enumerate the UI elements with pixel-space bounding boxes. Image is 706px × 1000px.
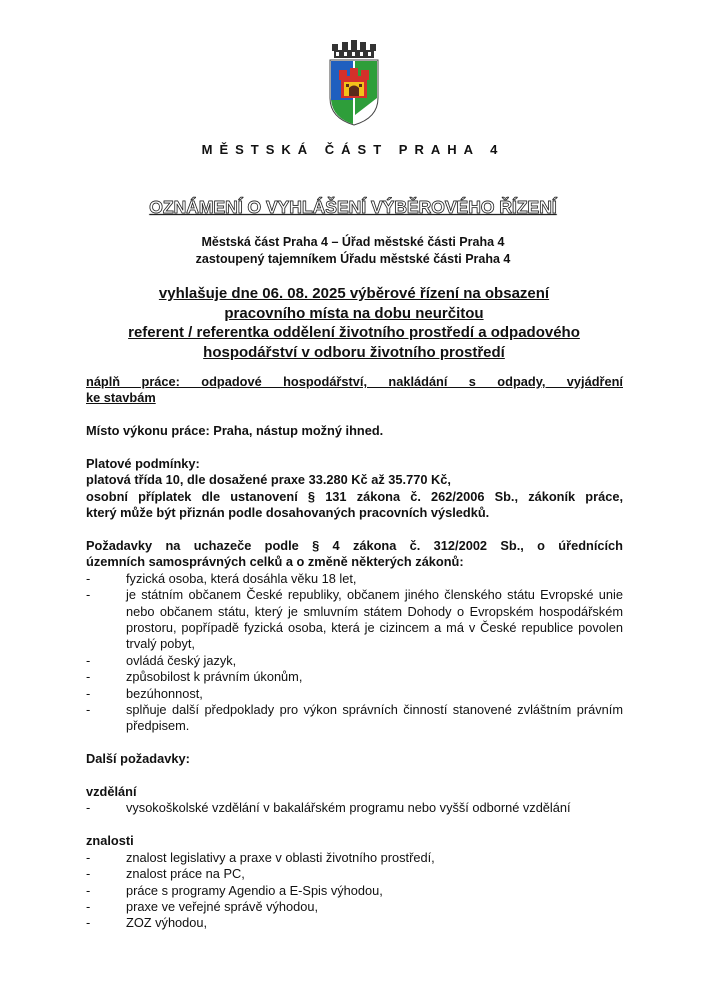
- list-item: [86, 915, 623, 931]
- bullet-dash: -: [86, 702, 91, 718]
- salary-line: platová třída 10, dle dosažené praxe 33.280 Kč až 35.770 Kč,: [86, 472, 451, 488]
- list-item: [86, 669, 623, 685]
- additional-heading: Další požadavky:: [86, 751, 190, 767]
- bullet-dash: -: [86, 866, 91, 882]
- declaration-heading: [80, 284, 628, 362]
- duties-line: ke stavbám: [86, 390, 156, 406]
- list-item: [86, 686, 623, 702]
- bullet-dash: -: [86, 800, 91, 816]
- salary-line: osobní příplatek dle ustanovení § 131 zákona č. 262/2006 Sb., zákoník práce,: [86, 488, 623, 504]
- list-item-text: vysokoškolské vzdělání v bakalářském programu nebo vyšší odborné vzdělání: [126, 800, 571, 816]
- bullet-dash: -: [86, 587, 91, 603]
- bullet-dash: -: [86, 915, 91, 931]
- municipality-name: MĚSTSKÁ ČÁST PRAHA 4: [201, 142, 505, 157]
- list-item: [86, 850, 623, 866]
- list-item: [86, 587, 623, 653]
- document-body: [86, 374, 623, 932]
- list-item: [86, 800, 623, 816]
- list-item-text: je státním občanem České republiky, občanem jiného členského státu Evropské unie nebo občanem státu, který je smluvním státem Dohody o Evropském hospodářském prostoru, popřípadě fyzická osoba, která je cizincem a má v České republice povolen trvalý pobyt,: [126, 587, 623, 652]
- list-item-text: ZOZ výhodou,: [126, 915, 208, 931]
- list-item-text: ovládá český jazyk,: [126, 652, 237, 668]
- list-item-text: splňuje další předpoklady pro výkon správních činností stanovené zvláštním právním předpisem.: [126, 702, 623, 734]
- bullet-dash: -: [86, 570, 91, 586]
- coat-of-arms-emblem: [327, 40, 381, 126]
- bullet-dash: -: [86, 685, 91, 701]
- salary-heading: Platové podmínky:: [86, 456, 200, 471]
- list-item-text: způsobilost k právním úkonům,: [126, 669, 303, 685]
- list-item: [86, 866, 623, 882]
- requirements-heading: Požadavky na uchazeče podle § 4 zákona č. 312/2002 Sb., o úřednících: [86, 538, 623, 554]
- salary-line: který může být přiznán podle dosahovaných pracovních výsledků.: [86, 505, 490, 521]
- list-item-text: znalost práce na PC,: [126, 866, 245, 882]
- bullet-dash: -: [86, 898, 91, 914]
- list-item-text: bezúhonnost,: [126, 685, 203, 701]
- duties-line: náplň práce: odpadové hospodářství, nakládání s odpady, vyjádření: [86, 374, 623, 389]
- requirements-heading: územních samosprávných celků a o změně některých zákonů:: [86, 554, 464, 570]
- bullet-dash: -: [86, 849, 91, 865]
- authority-line: zastoupený tajemníkem Úřadu městské části Praha 4: [195, 251, 511, 266]
- authority-block: [0, 234, 706, 267]
- education-heading: vzdělání: [86, 784, 137, 800]
- list-item: [86, 571, 623, 587]
- bullet-dash: -: [86, 669, 91, 685]
- declaration-line: pracovního místa na dobu neurčitou: [224, 304, 484, 322]
- announcement-title: OZNÁMENÍ O VYHLÁŠENÍ VÝBĚROVÉHO ŘÍZENÍ: [149, 197, 557, 217]
- place-of-work: Místo výkonu práce: Praha, nástup možný ihned.: [86, 423, 384, 439]
- list-item: [86, 653, 623, 669]
- bullet-dash: -: [86, 652, 91, 668]
- list-item: [86, 883, 623, 899]
- list-item-text: praxe ve veřejné správě výhodou,: [126, 898, 319, 914]
- list-item: [86, 899, 623, 915]
- declaration-line: vyhlašuje dne 06. 08. 2025 výběrové řízení na obsazení: [158, 285, 550, 302]
- knowledge-heading: znalosti: [86, 833, 134, 849]
- declaration-line: hospodářství v odboru životního prostředí: [203, 343, 505, 361]
- authority-line: Městská část Praha 4 – Úřad městské části Praha 4: [201, 235, 505, 249]
- list-item: [86, 702, 623, 735]
- list-item-text: fyzická osoba, která dosáhla věku 18 let,: [126, 570, 357, 586]
- bullet-dash: -: [86, 882, 91, 898]
- declaration-line: referent / referentka oddělení životního prostředí a odpadového: [128, 324, 580, 341]
- list-item-text: práce s programy Agendio a E-Spis výhodou,: [126, 882, 383, 898]
- list-item-text: znalost legislativy a praxe v oblasti životního prostředí,: [126, 849, 435, 865]
